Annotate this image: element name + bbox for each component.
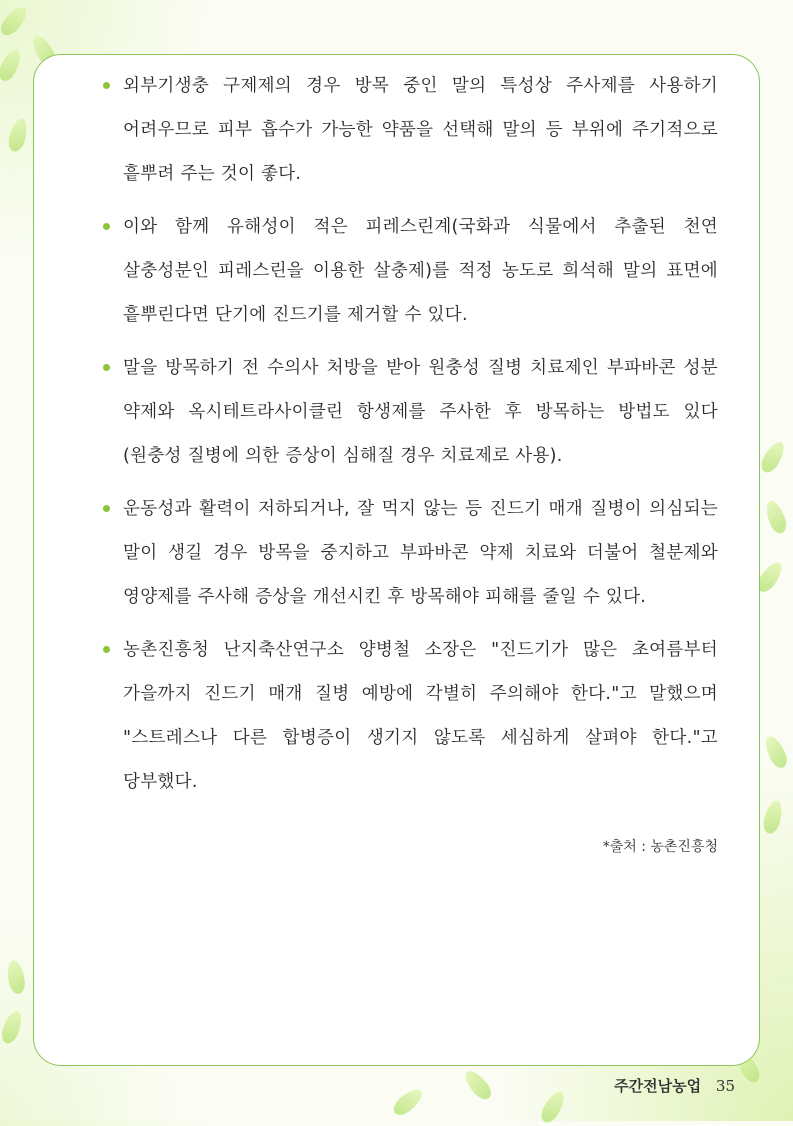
list-item-text: 농촌진흥청 난지축산연구소 양병철 소장은 "진드기가 많은 초여름부터 가을까지 진드기 매개 질병 예방에 각별히 주의해야 한다."고 말했으며 "스트레스나 다른 합병증이 생기지 않도록 세심하게 살펴야 한다."고 당부했다. [123, 640, 718, 792]
leaf-decoration [762, 733, 791, 771]
leaf-decoration [538, 1088, 569, 1125]
bullet-icon [103, 223, 110, 230]
publication-name: 주간전남농업 [614, 1077, 702, 1095]
leaf-decoration [763, 498, 790, 535]
article-body [103, 64, 718, 813]
list-item-text: 외부기생충 구제제의 경우 방목 중인 말의 특성상 주사제를 사용하기 어려우므로 피부 흡수가 가능한 약품을 선택해 말의 등 부위에 주기적으로 흩뿌려 주는 것이 좋다. [123, 76, 718, 184]
leaf-decoration [6, 117, 30, 154]
list-item-text: 이와 함께 유해성이 적은 피레스린계(국화과 식물에서 추출된 천연 살충성분인 피레스린을 이용한 살충제)를 적정 농도로 희석해 말의 표면에 흩뿌린다면 단기에 진드기를 제거할 수 있다. [123, 217, 718, 325]
bullet-icon [103, 505, 110, 512]
list-item [103, 487, 718, 619]
leaf-decoration [758, 438, 789, 475]
list-item-text: 운동성과 활력이 저하되거나, 잘 먹지 않는 등 진드기 매개 질병이 의심되는 말이 생길 경우 방목을 중지하고 부파바콘 약제 치료와 더불어 철분제와 영양제를 주사해 증상을 개선시킨 후 방목해야 피해를 줄일 수 있다. [123, 499, 718, 607]
bullet-icon [103, 646, 110, 653]
list-item-text: 말을 방목하기 전 수의사 처방을 받아 원충성 질병 치료제인 부파바콘 성분 약제와 옥시테트라사이클린 항생제를 주사한 후 방목하는 방법도 있다(원충성 질병에 의한 증상이 심해질 경우 치료제로 사용). [123, 358, 718, 466]
page-footer [614, 1075, 735, 1096]
leaf-decoration [5, 959, 27, 995]
leaf-decoration [0, 3, 31, 39]
source-citation: *출처 : 농촌진흥청 [602, 839, 718, 855]
list-item [103, 628, 718, 804]
page-number: 35 [715, 1077, 735, 1095]
list-item [103, 64, 718, 196]
leaf-decoration [0, 1008, 25, 1045]
list-item [103, 346, 718, 478]
list-item [103, 205, 718, 337]
leaf-decoration [0, 46, 24, 84]
bullet-icon [103, 82, 110, 89]
leaf-decoration [390, 1085, 426, 1119]
leaf-decoration [761, 799, 785, 836]
bullet-icon [103, 364, 110, 371]
leaf-decoration [461, 1067, 495, 1103]
